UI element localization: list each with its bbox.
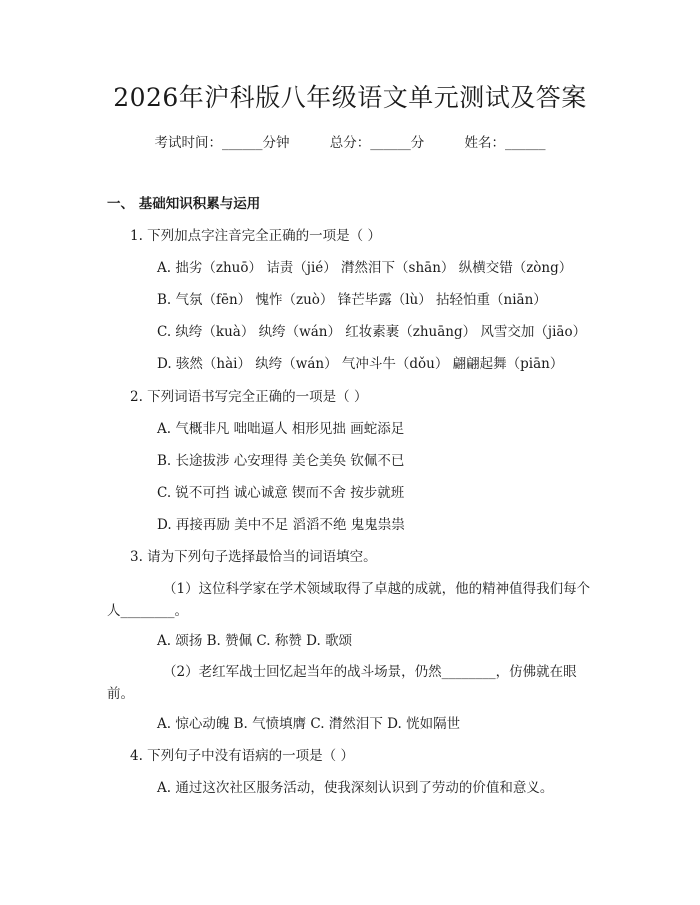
question-2-option-b: B. 长途拔涉 心安理得 美仑美奂 钦佩不已 <box>157 453 405 469</box>
question-2-option-c: C. 锐不可挡 诚心诚意 锲而不舍 按步就班 <box>157 485 405 501</box>
student-name: 姓名：______ <box>464 135 546 151</box>
question-1-stem: 1. 下列加点字注音完全正确的一项是（ ） <box>130 228 381 244</box>
page-title: 2026年沪科版八年级语文单元测试及答案 <box>113 83 587 112</box>
question-4-stem: 4. 下列句子中没有语病的一项是（ ） <box>130 748 354 764</box>
question-3-stem: 3. 请为下列句子选择最恰当的词语填空。 <box>130 549 377 565</box>
question-2-option-a: A. 气概非凡 咄咄逼人 相形见拙 画蛇添足 <box>157 421 405 437</box>
question-3-sentence-2-cont: 前。 <box>107 686 134 702</box>
exam-score: 总分：______分 <box>329 135 425 151</box>
question-3-sentence-1: （1）这位科学家在学术领域取得了卓越的成就，他的精神值得我们每个 <box>163 581 591 597</box>
question-3-sentence-2-options: A. 惊心动魄 B. 气愤填膺 C. 潸然泪下 D. 恍如隔世 <box>157 716 461 732</box>
question-1-option-a: A. 拙劣（zhuō） 诘责（jié） 潸然泪下（shān） 纵横交错（zòng） <box>157 260 573 276</box>
section-heading: 一、 基础知识积累与运用 <box>107 196 261 212</box>
question-4-option-a: A. 通过这次社区服务活动，使我深刻认识到了劳动的价值和意义。 <box>157 780 554 796</box>
question-1-option-c: C. 纨绔（kuà） 纨绔（wán） 红妆素裹（zhuāng） 风雪交加（jiāo） <box>157 324 587 340</box>
question-3-sentence-2: （2）老红军战士回忆起当年的战斗场景，仍然________，仿佛就在眼 <box>163 664 577 680</box>
exam-time: 考试时间：______分钟 <box>154 135 290 151</box>
question-2-stem: 2. 下列词语书写完全正确的一项是（ ） <box>130 389 368 405</box>
question-3-sentence-1-cont: 人________。 <box>107 603 188 619</box>
question-1-option-b: B. 气氛（fēn） 愧怍（zuò） 锋芒毕露（lù） 拈轻怕重（niān） <box>157 292 547 308</box>
question-2-option-d: D. 再接再励 美中不足 滔滔不绝 鬼鬼祟祟 <box>157 517 405 533</box>
question-1-option-d: D. 骇然（hài） 纨绔（wán） 气冲斗牛（dǒu） 翩翩起舞（piān） <box>157 356 564 372</box>
exam-meta <box>0 131 700 151</box>
question-3-sentence-1-options: A. 颂扬 B. 赞佩 C. 称赞 D. 歌颂 <box>157 633 353 649</box>
